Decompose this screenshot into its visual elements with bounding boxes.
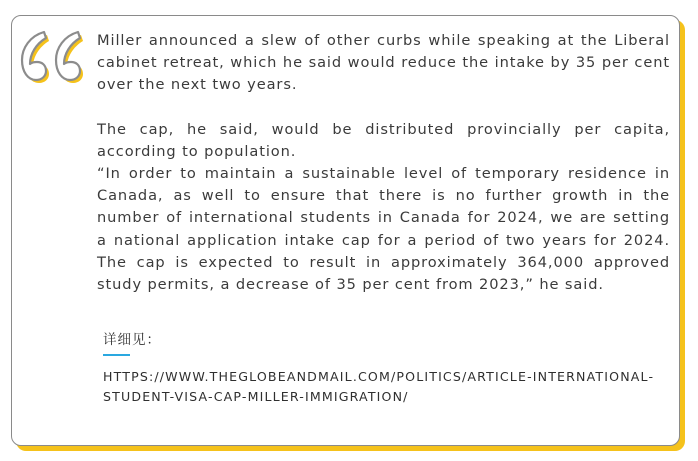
- quote-paragraph: Miller announced a slew of other curbs while speaking at the Liberal cabinet retreat, which he said would reduce the intake by 35 per cent over the next two years.: [97, 32, 670, 94]
- paragraph-spacer: [97, 97, 670, 119]
- quote-body: [97, 30, 670, 296]
- source-url-line: HTTPS://WWW.THEGLOBEANDMAIL.COM/POLITICS/ARTICLE-INTERNATIONAL-: [103, 369, 655, 384]
- quote-paragraph: “In order to maintain a sustainable level of temporary residence in Canada, as well to ensure that there is no further growth in the number of international students in Canada for 2024, we are setting a national application intake cap for a period of two years for 2024. The cap is expected to result in approximately 364,000 approved study permits, a decrease of 35 per cent from 2023,” he said.: [97, 165, 670, 294]
- quote-paragraph: The cap, he said, would be distributed provincially per capita, according to population.: [97, 120, 670, 160]
- source-label-underline: [103, 354, 130, 356]
- source-url-line: STUDENT-VISA-CAP-MILLER-IMMIGRATION/: [103, 388, 409, 404]
- source-label: 详细见：: [103, 332, 161, 348]
- source-url[interactable]: [103, 367, 663, 406]
- open-quote-icon: [18, 28, 88, 84]
